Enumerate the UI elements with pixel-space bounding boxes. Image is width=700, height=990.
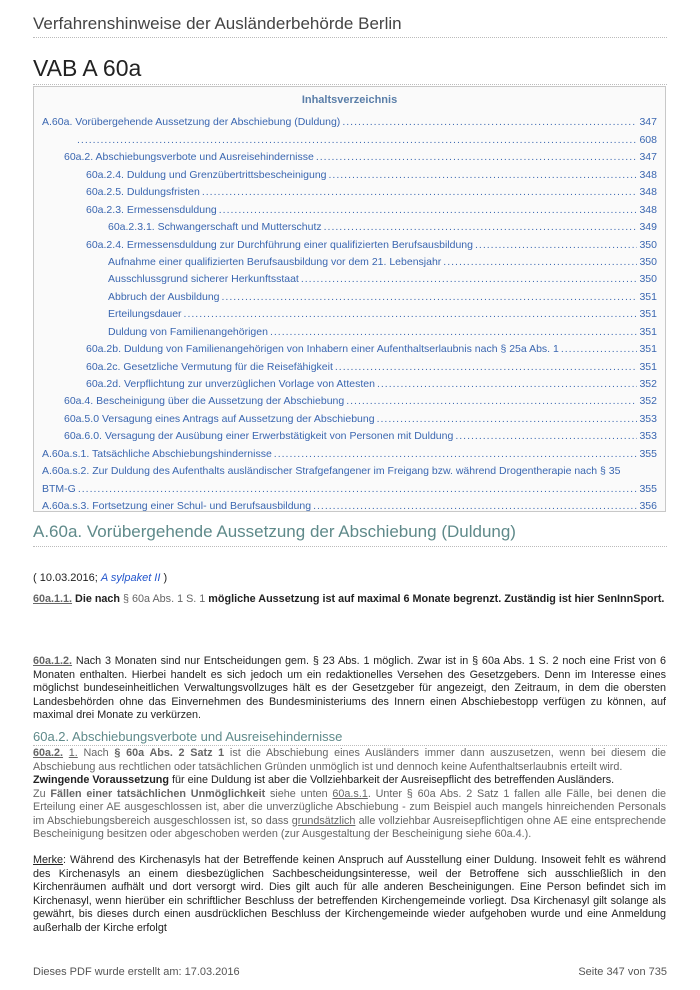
paragraph-number[interactable]: 60a.2. [33,747,64,759]
toc-entry[interactable]: 60a.4. Bescheinigung über die Aussetzung der Abschiebung ..... 352 [34,390,665,407]
toc-entry[interactable]: ..... 608 [34,128,665,145]
header-divider [33,37,667,38]
link-60a-s-1[interactable]: 60a.s.1 [332,787,368,800]
toc-entry[interactable]: A.60a. Vorübergehende Aussetzung der Abschiebung (Duldung) ..... 347 [34,111,665,128]
paragraph-merke: Merke: Während des Kirchenasyls hat der Betreffende keinen Anspruch auf Ausstellung einer Duldung. Insoweit fehlt es während des Kirchenasyls an einem diesbezüglichen Sachbescheidungsinteresse, weil der Betroffene sich ausschließlich in den Kirchenräumen aufhält und dort versorgt wird. Dies gilt auch für alle anderen Bescheinigungen. Eine Person befindet sich im Kirchenasyl, wenn hierüber ein schriftlicher Beschluss der betreffenden Kirchengemeinde vorliegt. Dsa Kirchenasyl gilt solange als gewährt, bis dieses durch einen ausdrücklichen Beschluss der Kirchengemeinde wieder aufgehoben wurde und eine Anmeldung außerhalb der Kirche erfolgt [33,854,666,934]
toc-entry[interactable]: Duldung von Familienangehörigen ..... 351 [34,320,665,337]
table-of-contents [33,86,666,512]
subsection-title: 60a.2. Abschiebungsverbote und Ausreisehindernisse [33,729,343,744]
toc-entry[interactable]: 60a.2.3.1. Schwangerschaft und Mutterschutz ..... 349 [34,216,665,233]
paragraph-60a-1-2: 60a.1.2. Nach 3 Monaten sind nur Entscheidungen gem. § 23 Abs. 1 möglich. Zwar ist in § 60a Abs. 1 S. 2 noch eine Frist von 6 Monaten enthalten. Hierbei handelt es sich jedoch um ein redaktionelles Versehen des Gesetzgebers. Denn im Interesse eines möglichst bundeseinheitlichen Verwaltungsvollzuges hält es der Gesetzgeber für angezeigt, den Zeitraum, in dem die obersten Landesbehörden ohne das Einvernehmen des Bundesministeriums des Innern einen Abschiebestopp verfügen zu können, auf maximal drei Monate zu verkürzen. [33,655,667,721]
toc-entry[interactable]: 60a.2.5. Duldungsfristen ..... 348 [34,181,665,198]
toc-entry[interactable]: 60a.2b. Duldung von Familienangehörigen von Inhabern einer Aufenthaltserlaubnis nach § 25a Abs. 1 ..... 351 [34,338,665,355]
toc-entry[interactable]: 60a.2.4. Duldung und Grenzübertrittsbescheinigung ..... 348 [34,163,665,180]
toc-entry[interactable]: Aufnahme einer qualifizierten Berufsausbildung vor dem 21. Lebensjahr ..... 350 [34,251,665,268]
document-header: Verfahrenshinweise der Ausländerbehörde Berlin [33,14,402,33]
toc-entry[interactable]: 60a.2.4. Ermessensduldung zur Durchführung einer qualifizierten Berufsausbildung ..... 350 [34,233,665,250]
paragraph-number[interactable]: 60a.1.1. [33,593,73,605]
title-divider [33,84,667,85]
date-suffix: ) [163,572,168,584]
merke-label: Merke [33,854,63,866]
document-title: VAB A 60a [33,55,142,81]
revision-date [33,572,167,584]
toc-entry[interactable]: 60a.5.0 Versagung eines Antrags auf Aussetzung der Abschiebung ..... 353 [34,407,665,424]
toc-entry[interactable]: 60a.6.0. Versagung der Ausübung einer Erwerbstätigkeit von Personen mit Duldung ..... 353 [34,425,665,442]
toc-entry[interactable]: 60a.2. Abschiebungsverbote und Ausreisehindernisse ..... 347 [34,146,665,163]
footer-created-date: Dieses PDF wurde erstellt am: 17.03.2016 [33,966,240,978]
toc-entry[interactable]: 60a.2d. Verpflichtung zur unverzüglichen Vorlage von Attesten ..... 352 [34,373,665,390]
toc-entry[interactable]: 60a.2.3. Ermessensduldung ..... 348 [34,198,665,215]
footer-page-number: Seite 347 von 735 [578,966,667,978]
section-divider [33,546,667,547]
toc-entry[interactable]: A.60a.s.1. Tatsächliche Abschiebungshindernisse ..... 355 [34,442,665,459]
toc-entry-continuation[interactable]: BTM-G ..... 355 [34,477,665,494]
toc-entry[interactable]: A.60a.s.3. Fortsetzung einer Schul- und Berufsausbildung ..... 356 [34,495,665,512]
paragraph-60a-2: 60a.2. 1. Nach § 60a Abs. 2 Satz 1 ist die Abschiebung eines Ausländers immer dann auszusetzen, wenn bei diesem die Abschiebung aus rechtlichen oder tatsächlichen Gründen unmöglich ist und dennoch keine Aufenthaltserlaubnis erteilt wird. Zwingende Voraussetzung für eine Duldung ist aber die Vollziehbarkeit der Ausreisepflicht des betreffenden Ausländers. Zu Fällen einer tatsächlichen Unmöglichkeit siehe unten 60a.s.1. Unter § 60a Abs. 2 Satz 1 fallen alle Fälle, bei denen die Erteilung einer AE ausgeschlossen ist, aber die unverzügliche Abschiebung - zum Beispiel auch mangels hinreichenden Personals im Abschiebungsbereich ausgeschlossen ist, so dass grundsätzlich alle vollziehbar Ausreisepflichtigen ohne AE eine entsprechende Bescheinigung besitzen oder abgeschoben werden (zur Ausgestaltung der Bescheinigung siehe 60a.4.). [33,747,667,840]
paragraph-number[interactable]: 60a.1.2. [33,655,73,667]
toc-entry[interactable]: Ausschlussgrund sicherer Herkunftsstaat ..... 350 [34,268,665,285]
paragraph-60a-1-1: 60a.1.1. Die nach § 60a Abs. 1 S. 1 mögliche Aussetzung ist auf maximal 6 Monate begrenzt. Zuständig ist hier SenInnSport. [33,593,665,605]
asylpaket-link[interactable]: A sylpaket II [100,572,161,584]
toc-list [34,111,665,512]
toc-entry[interactable]: A.60a.s.2. Zur Duldung des Aufenthalts ausländischer Strafgefangener im Freigang bzw. während Drogentherapie nach § 35 [42,465,621,478]
section-title: A.60a. Vorübergehende Aussetzung der Abschiebung (Duldung) [33,522,516,541]
toc-entry[interactable]: Abbruch der Ausbildung ..... 351 [34,285,665,302]
toc-title: Inhaltsverzeichnis [301,94,398,106]
subsection-divider [33,745,667,746]
date-prefix: ( 10.03.2016; [33,572,98,584]
toc-entry[interactable]: Erteilungsdauer ..... 351 [34,303,665,320]
toc-entry[interactable]: 60a.2c. Gesetzliche Vermutung für die Reisefähigkeit ..... 351 [34,355,665,372]
